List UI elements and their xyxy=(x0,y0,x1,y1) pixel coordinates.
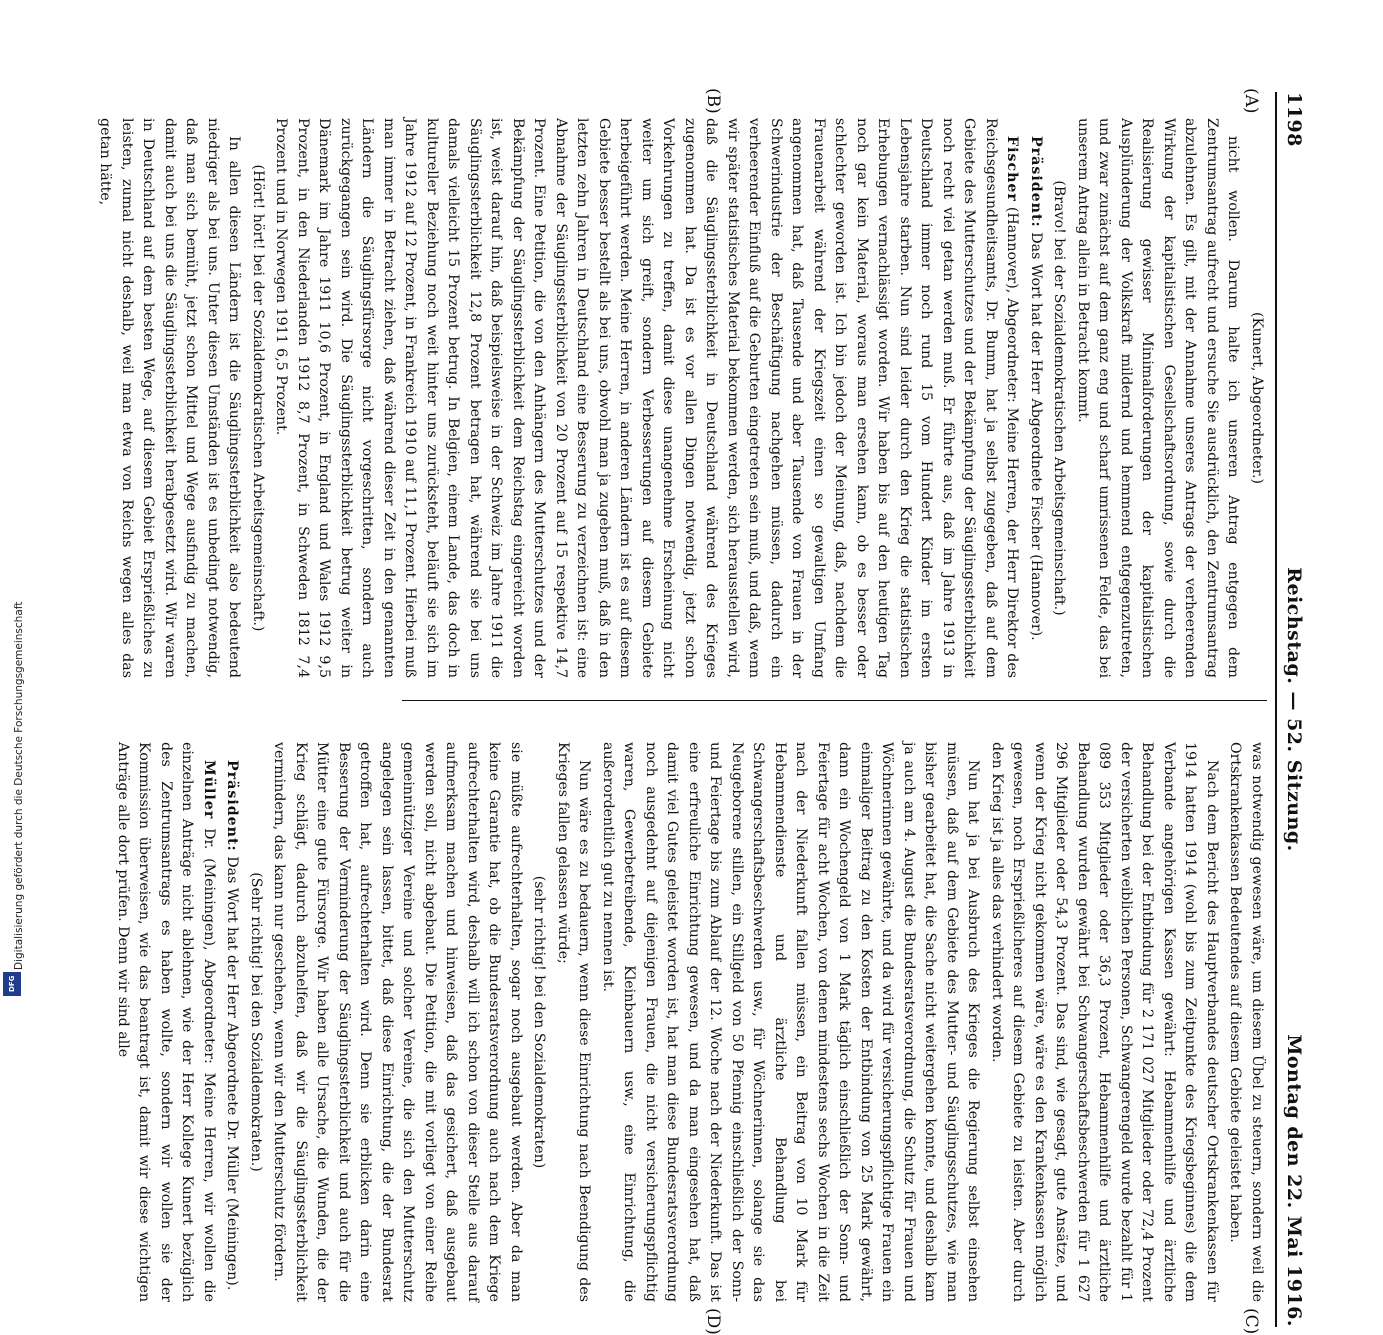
paragraph-text: Dr. (Meiningen), Abgeordneter: Meine Herren, wir wollen die einzelnen Anträge nicht ablehnen, wie der Herr Kollege Kunert bezüglich des Zentrumsantrags es haben wollte, sondern wir wollen sie der Kommission überweisen, wie das beantragt ist, damit wir diese wichtigen Anträge alle dort prüfen. Denn wir sind alle xyxy=(115,742,217,1302)
column-divider xyxy=(402,700,1267,701)
paragraph xyxy=(221,742,243,1302)
margin-marker-c: (C) xyxy=(1241,1308,1261,1335)
speaker-name: Präsident: xyxy=(224,760,241,852)
page-header xyxy=(1275,92,1305,1327)
margin-marker-b: (B) xyxy=(703,88,723,114)
header-date: Montag den 22. Mai 1916. xyxy=(1283,1034,1305,1327)
margin-marker-a: (A) xyxy=(1241,88,1261,114)
interjection: (Hört! hört! bei der Sozialdemokratischen Arbeitsgemeinschaft.) xyxy=(250,164,266,632)
right-text-column xyxy=(115,742,1267,1302)
paragraph: was notwendig gewesen wäre, um diesem Übel zu steuern, sondern weil die Ortskrankenkassen Bedeutendes auf diesem Gebiete geleistet haben. xyxy=(1227,742,1265,1302)
paragraph xyxy=(1025,118,1047,678)
margin-marker-d: (D) xyxy=(703,1308,723,1335)
paragraph-text: Das Wort hat der Herr Abgeordnete Fischer (Hannover). xyxy=(1028,232,1044,641)
interjection: (sehr richtig! bei den Sozialdemokraten) xyxy=(531,875,548,1169)
page-number: 1198 xyxy=(1283,92,1305,147)
paragraph-text: (Hannover), Abgeordneter: Meine Herren, der Herr Direktor des Reichsgesundheitsamts, Dr. Bumm, hat ja selbst zugegeben, daß auf dem Gebiete des Mutterschutzes und der Bekämpfung der Säuglingssterblichkeit noch recht viel getan werden muß. Er führte aus, daß im Jahre 1913 in Deutschland immer noch rund 15 vom Hundert Kinder im ersten Lebensjahre starben. Nun sind leider durch den Krieg die statistischen Erhebungen vernachlässigt worden. Wir haben bis auf den heutigen Tag noch gar kein Material, woraus man ersehen kann, ob es besser oder schlechter geworden ist. Ich bin jedoch der Meinung, daß, nachdem die Frauenarbeit während der Kriegszeit einen so gewaltigen Umfang angenommen hat, daß Tausende und aber Tausende von Frauen in der Schwerindustrie der Beschäftigung nachgehen müssen, dadurch ein verheerender Einfluß auf die Geburten eingetreten sein muß, und daß, wenn wir später statistisches Material bekommen werden, sich herausstellen wird, daß die Säuglingssterblichkeit in Deutschland während des Krieges zugenommen hat. Da ist es vor allen Dingen notwendig, jetzt schon Vorkehrungen zu treffen, damit diese unangenehme Erscheinung nicht weiter um sich greift, sondern Verbesserungen auf diesem Gebiete herbeigeführt werden. Meine Herren, in anderen Ländern ist es auf diesem Gebiete besser bestellt als bei uns, obwohl man ja zugeben muß, daß in den letzten zehn Jahren in Deutschland eine Besserung zu verzeichnen ist: eine Abnahme der Säuglingssterblichkeit von 20 Prozent auf 15 respektive 14,7 Prozent. Eine Petition, die von den Anhängern des Mutterschutzes und der Bekämpfung der Säuglingssterblichkeit dem Reichstag eingereicht worden ist, weist darauf hin, daß beispielsweise in der Schweiz im Jahre 1911 die Säuglingssterblichkeit 12,8 Prozent betragen hat, während sie bei uns damals vielleicht 15 Prozent betrug. In Belgien, einem Lande, das doch in kultureller Beziehung noch weit hinter uns zurücksteht, beläuft sie sich im Jahre 1912 auf 12 Prozent, in Frankreich 1910 auf 11,1 Prozent. Hierbei muß man immer in Betracht ziehen, daß während dieser Zeit in den genannten Ländern die Säuglingsfürsorge nicht vorgeschritten, sondern auch zurückgegangen sein wird. Die Säuglingssterblichkeit betrug weiter in Dänemark im Jahre 1911 10,6 Prozent, in England und Wales 1912 9,5 Prozent, in den Niederlanden 1912 8,7 Prozent, in Schweden 1812 7,4 Prozent und in Norwegen 1911 6,5 Prozent. xyxy=(273,118,1021,678)
credit-text: Digitalisierung gefördert durch die Deutsche Forschungsgemeinschaft xyxy=(13,601,25,970)
speaker-name: Präsident: xyxy=(1028,136,1044,228)
paragraph: In allen diesen Ländern ist die Säuglingssterblichkeit also bedeutend niedriger als bei uns. Unter diesen Umständen ist es unbedingt notwendig, daß man sich bemüht, jetzt schon Mittel und Wege ausfindig zu machen, damit auch bei uns die Säuglingssterblichkeit herabgesetzt wird. Wir waren in Deutschland auf dem besten Wege, auf diesem Gebiet Ersprießliches zu leisten, zumal nicht deshalb, weil man etwa von Reichs wegen alles das getan hätte, xyxy=(97,118,243,678)
speaker-name: Müller xyxy=(201,760,217,820)
paragraph xyxy=(112,742,220,1302)
paragraph: Nun wäre es zu bedauern, wenn diese Einrichtung nach Beendigung des Krieges fallen gelassen würde; xyxy=(555,742,593,1302)
paragraph: Nun hat ja bei Ausbruch des Krieges die Regierung selbst einsehen müssen, daß auf dem Gebiete des Mutter- und Säuglingsschutzes, wie man bisher gearbeitet hat, die Sache nicht weitergehen konnte, und deshalb kam ja auch am 4. August die Bundesratsverordnung, die Schutz für Frauen und Wöchnerinnen gewährte, und da wird für versicherungspflichtige Frauen ein einmaliger Beitrag zu den Kosten der Entbindung von 25 Mark gewährt, dann ein Wochengeld von 1 Mark täglich einschließlich der Sonn- und Feiertage für acht Wochen, von denen mindestens sechs Wochen in die Zeit nach der Niederkunft fallen müssen, ein Beitrag von 10 Mark für Hebammendienste und ärztliche Behandlung bei Schwangerschaftsbeschwerden usw., für Wöchnerinnen, solange sie das Neugeborene stillen, ein Stillgeld von 50 Pfennig einschließlich der Sonn- und Feiertage bis zum Ablauf der 12. Woche nach der Niederkunft. Das ist eine erfreuliche Einrichtung gewesen, und da man eingesehen hat, daß damit viel Gutes geleistet worden ist, hat man diese Bundesratsverordnung noch ausgedehnt auf diejenigen Frauen, die nicht versicherungspflichtig waren, Gewerbetreibende, Kleinbauern usw., eine Einrichtung, die außerordentlich gut zu nennen ist. xyxy=(600,742,982,1302)
digitization-credit-strip xyxy=(0,600,26,1000)
paragraph: Nach dem Bericht des Hauptverbandes deutscher Ortskrankenkassen für 1914 hatten 1914 (wohl bis zum Zeitpunkte des Kriegsbeginnes) die dem Verbande angehörigen Kassen gewährt: Hebammenhilfe und ärztliche Behandlung bei der Entbindung für 2 171 027 Mitglieder oder 72,4 Prozent der versicherten weiblichen Personen, Schwangerengeld wurde bezahlt für 1 089 353 Mitglieder oder 36,3 Prozent, Hebammenhilfe und ärztliche Behandlung wurden gewährt bei Schwangerschaftsbeschwerden für 1 627 296 Mitglieder oder 54,3 Prozent. Das sind, wie gesagt, gute Ansätze, und wenn der Krieg nicht gekommen wäre, wäre es den Krankenkassen möglich gewesen, noch Ersprießlicheres auf diesem Gebiete zu leisten. Aber durch den Krieg ist ja alles das verhindert worden. xyxy=(989,742,1220,1302)
paragraph: sie müßte aufrechterhalten, sogar noch ausgebaut werden. Aber da man keine Garantie hat, ob die Bundesratsverordnung auch nach dem Kriege aufrechterhalten wird, deshalb will ich schon von dieser Stelle aus darauf aufmerksam machen und hinweisen, daß das gesichert, daß ausgebaut werden soll, nicht abgebaut. Die Petition, die mit vorliegt von einer Reihe gemeinnütziger Vereine und solcher Vereine, die sich den Mutterschutz angelegen sein lassen, bittet, daß diese Einrichtung, die der Bundesrat getroffen hat, aufrechterhalten wird. Denn sie erblicken darin eine Besserung der Verminderung der Säuglingssterblichkeit und auch für die Mütter eine gute Fürsorge. Wir haben alle Ursache, die Wunden, die der Krieg schlägt, dadurch abzuhelfen, daß wir die Säuglingssterblichkeit vermindern, das kann nur geschehen, wenn wir den Mutterschutz fördern. xyxy=(271,742,524,1302)
dfg-logo-icon: DFG xyxy=(3,972,21,996)
rotated-document-scan xyxy=(53,80,1313,1335)
interjection: (Bravo! bei der Sozialdemokratischen Arbeitsgemeinschaft.) xyxy=(1051,180,1068,616)
header-title: Reichstag. — 52. Sitzung. xyxy=(1283,567,1305,852)
paragraph xyxy=(270,118,1023,678)
interjection: (Sehr richtig! bei den Sozialdemokraten.) xyxy=(248,872,264,1172)
speaker-attribution: (Kunert, Abgeordneter.) xyxy=(1249,311,1265,485)
paragraph-text: Das Wort hat der Herr Abgeordnete Dr. Müller (Meiningen). xyxy=(224,856,241,1291)
left-text-column xyxy=(97,118,1267,678)
paragraph: nicht wollen. Darum halte ich unseren Antrag entgegen dem Zentrumsantrag aufrecht und ersuche Sie ausdrücklich, den Zentrumsantrag abzulehnen. Es gilt, mit der Annahme unseres Antrags der verheerenden Wirkung der kapitalistischen Gesellschaftsordnung, sowie durch die Realisierung gewisser Minimalforderungen der kapitalistischen Ausplünderung der Volkskraft mildernd und hemmend entgegenzutreten, und zwar zunächst auf dem ganz eng und scharf umrissenen Felde, das bei unserem Antrag allein in Betracht kommt. xyxy=(1075,118,1242,678)
speaker-name: Fischer xyxy=(1004,136,1021,202)
